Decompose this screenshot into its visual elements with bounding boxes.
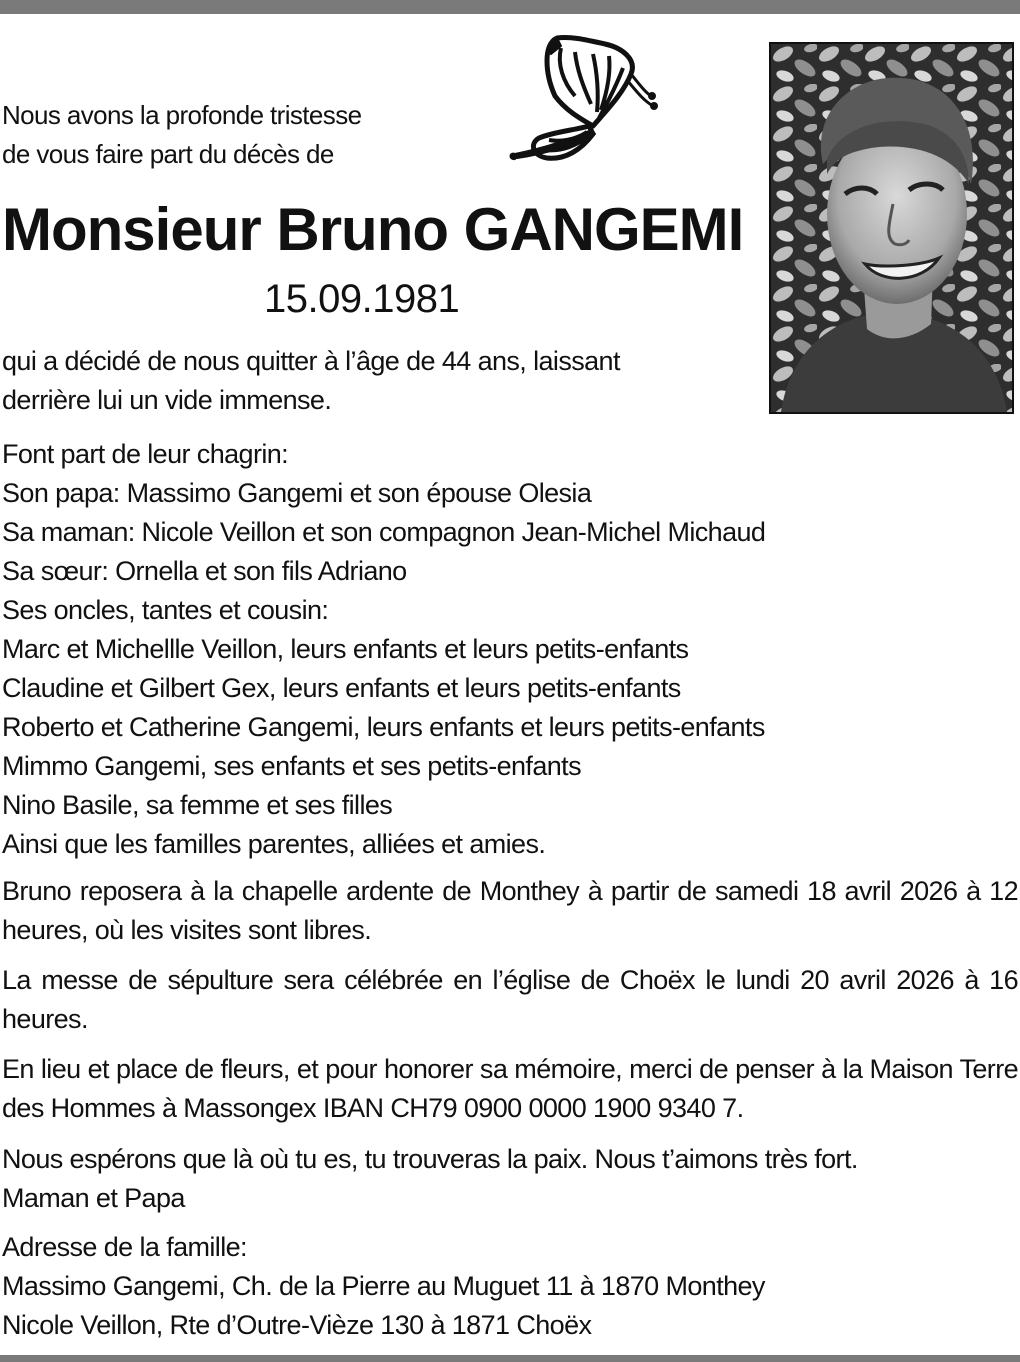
address-heading: Adresse de la famille: — [2, 1232, 247, 1262]
fleurs-paragraph: En lieu et place de fleurs, et pour honorer sa mémoire, merci de penser à la Maison Terre des Hommes à Massongex IBAN CH79 0900 0000 1900 9340 7. — [2, 1054, 1018, 1123]
address-line-2: Nicole Veillon, Rte d’Outre-Vièze 130 à 1871 Choëx — [2, 1310, 592, 1340]
bottom-rule — [0, 1355, 1020, 1362]
family-line: Mimmo Gangemi, ses enfants et ses petits-enfants — [2, 751, 581, 781]
quit-text — [2, 342, 620, 420]
birth-date: 15.09.1981 — [264, 277, 460, 321]
family-line: Marc et Michellle Veillon, leurs enfants et leurs petits-enfants — [2, 634, 689, 664]
family-line: Son papa: Massimo Gangemi et son épouse Olesia — [2, 478, 592, 508]
quit-line-1: qui a décidé de nous quitter à l’âge de 44 ans, laissant — [2, 346, 620, 376]
family-line: Sa maman: Nicole Veillon et son compagnon Jean-Michel Michaud — [2, 517, 766, 547]
messe-paragraph: La messe de sépulture sera célébrée en l’église de Choëx le lundi 20 avril 2026 à 16 heures. — [2, 965, 1018, 1034]
family-line: Sa sœur: Ornella et son fils Adriano — [2, 556, 407, 586]
family-line: Nino Basile, sa femme et ses filles — [2, 790, 393, 820]
family-address — [2, 1228, 765, 1345]
deceased-name: Monsieur Bruno GANGEMI — [2, 196, 744, 263]
intro-line-2: de vous faire part du décès de — [2, 139, 334, 169]
chapelle-paragraph: Bruno reposera à la chapelle ardente de Monthey à partir de samedi 18 avril 2026 à 12 heures, où les visites sont libres. — [2, 876, 1018, 945]
portrait-photo — [769, 42, 1014, 414]
signature: Maman et Papa — [2, 1183, 185, 1213]
family-line: Font part de leur chagrin: — [2, 439, 289, 469]
butterfly-icon — [505, 34, 665, 164]
family-line: Ainsi que les familles parentes, alliées et amies. — [2, 829, 546, 859]
quit-line-2: derrière lui un vide immense. — [2, 385, 332, 415]
family-line: Roberto et Catherine Gangemi, leurs enfants et leurs petits-enfants — [2, 712, 765, 742]
intro-text — [2, 96, 361, 174]
paix-paragraph — [2, 1140, 1018, 1218]
top-rule — [0, 0, 1020, 14]
family-line: Ses oncles, tantes et cousin: — [2, 595, 329, 625]
family-list — [2, 435, 765, 864]
paix-line: Nous espérons que là où tu es, tu trouveras la paix. Nous t’aimons très fort. — [2, 1144, 858, 1174]
intro-line-1: Nous avons la profonde tristesse — [2, 100, 362, 130]
address-line-1: Massimo Gangemi, Ch. de la Pierre au Muguet 11 à 1870 Monthey — [2, 1271, 765, 1301]
family-line: Claudine et Gilbert Gex, leurs enfants et leurs petits-enfants — [2, 673, 681, 703]
